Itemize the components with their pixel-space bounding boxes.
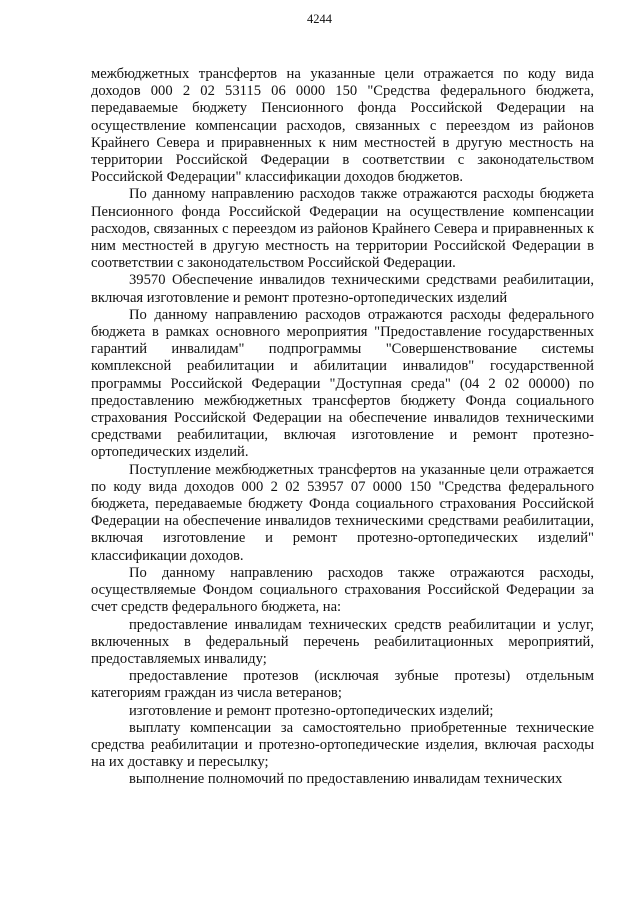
paragraph-1: межбюджетных трансфертов на указанные цели отражается по коду вида доходов 000 2 02 53115 06 0000 150 "Средства федерального бюджета, передаваемые бюджету Пенсионного фонда Российской Федерации на осуществление компенсации расходов, связанных с переездом из районов Крайнего Севера и приравненных к ним местностей в другую местность на территории Российской Федерации в соответствии с законодательством Российской Федерации" классификации доходов бюджетов. (91, 66, 594, 186)
page-number: 4244 (307, 12, 332, 26)
document-body (91, 66, 594, 789)
paragraph-5: По данному направлению расходов также отражаются расходы, осуществляемые Фондом социального страхования Российской Федерации за счет средств федерального бюджета, на: (91, 564, 594, 616)
list-item-3: изготовление и ремонт протезно-ортопедических изделий; (129, 702, 494, 719)
list-item-5: выполнение полномочий по предоставлению инвалидам технических (129, 771, 563, 788)
paragraph-3: По данному направлению расходов отражаются расходы федерального бюджета в рамках основного мероприятия "Предоставление государственных гарантий инвалидам" подпрограммы "Совершенствование системы комплексной реабилитации и абилитации инвалидов" государственной программы Российской Федерации "Доступная среда" (04 2 02 00000) по предоставлению межбюджетных трансфертов бюджету Фонда социального страхования Российской Федерации на обеспечение инвалидов техническими средствами реабилитации, включая изготовление и ремонт протезно-ортопедических изделий. (91, 306, 594, 461)
section-heading-39570: 39570 Обеспечение инвалидов техническими средствами реабилитации, включая изготовление и ремонт протезно-ортопедических изделий (91, 272, 594, 306)
paragraph-4: Поступление межбюджетных трансфертов на указанные цели отражается по коду вида доходов 000 2 02 53957 07 0000 150 "Средства федерального бюджета, передаваемые бюджету Фонда социального страхования Российской Федерации на обеспечение инвалидов техническими средствами реабилитации, включая изготовление и ремонт протезно-ортопедических изделий" классификации доходов. (91, 461, 594, 564)
list-item-2: предоставление протезов (исключая зубные протезы) отдельным категориям граждан из числа ветеранов; (91, 668, 594, 702)
list-item-1: предоставление инвалидам технических средств реабилитации и услуг, включенных в федеральный перечень реабилитационных мероприятий, предоставляемых инвалиду; (91, 616, 594, 667)
list-item-4: выплату компенсации за самостоятельно приобретенные технические средства реабилитации и протезно-ортопедические изделия, включая расходы на их доставку и пересылку; (91, 719, 594, 771)
paragraph-2: По данному направлению расходов также отражаются расходы бюджета Пенсионного фонда Российской Федерации на осуществление компенсации расходов, связанных с переездом из районов Крайнего Севера и приравненных к ним местностей в другую местность на территории Российской Федерации в соответствии с законодательством Российской Федерации. (91, 186, 594, 272)
